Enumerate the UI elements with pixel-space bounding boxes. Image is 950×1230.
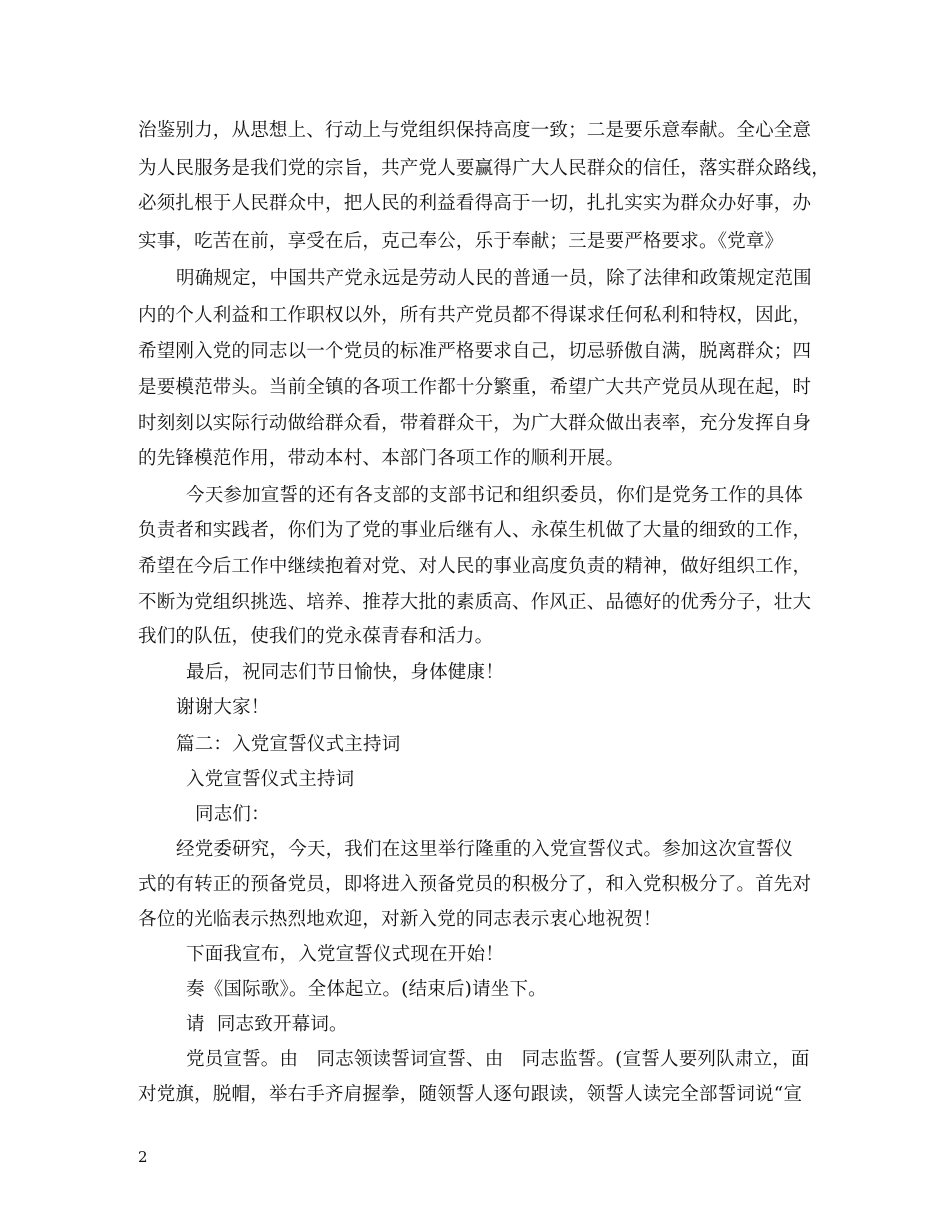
text-line-26: 请 同志致开幕词。 — [186, 1014, 348, 1035]
text-line-27: 党员宣誓。由 同志领读誓词宣誓、由 同志监誓。(宣誓人要列队肃立，面 — [186, 1049, 810, 1070]
text-line-12: 负责者和实践者，你们为了党的事业后继有人、永葆生机做了大量的细致的工作， — [138, 520, 812, 541]
text-line-01: 治鉴别力，从思想上、行动上与党组织保持高度一致；二是要乐意奉献。全心全意 — [138, 120, 812, 141]
text-line-06: 内的个人利益和工作职权以外，所有共产党员都不得谋求任何私利和特权，因此， — [138, 305, 812, 326]
text-line-15: 我们的队伍，使我们的党永葆青春和活力。 — [138, 626, 494, 647]
text-line-28: 对党旗，脱帽，举右手齐肩握拳，随领誓人逐句跟读，领誓人读完全部誓词说“宣 — [138, 1084, 803, 1105]
salutation: 同志们： — [195, 804, 270, 825]
section-heading: 篇二：入党宣誓仪式主持词 — [176, 734, 401, 755]
text-line-03: 必须扎根于人民群众中，把人民的利益看得高于一切，扎扎实实为群众办好事，办 — [138, 193, 812, 214]
text-line-14: 不断为党组织挑选、培养、推荐大批的素质高、作风正、品德好的优秀分子，壮大 — [138, 592, 812, 613]
text-line-02: 为人民服务是我们党的宗旨，共产党人要赢得广大人民群众的信任，落实群众路线， — [138, 158, 830, 179]
text-line-16: 最后，祝同志们节日愉快，身体健康！ — [186, 662, 504, 683]
text-line-11: 今天参加宣誓的还有各支部的支部书记和组织委员，你们是党务工作的具体 — [186, 485, 804, 506]
text-line-24: 下面我宣布，入党宣誓仪式现在开始！ — [186, 944, 504, 965]
text-line-13: 希望在今后工作中继续抱着对党、对人民的事业高度负责的精神，做好组织工作， — [138, 556, 812, 577]
text-line-22: 式的有转正的预备党员，即将进入预备党员的积极分了，和入党积极分了。首先对 — [138, 874, 812, 895]
text-line-05: 明确规定，中国共产党永远是劳动人民的普通一员，除了法律和政策规定范围 — [176, 268, 812, 289]
text-line-25: 奏《国际歌》。全体起立。(结束后)请坐下。 — [186, 979, 547, 1000]
section-subtitle: 入党宣誓仪式主持词 — [186, 769, 355, 790]
text-line-17: 谢谢大家！ — [176, 697, 270, 718]
text-line-09: 时刻刻以实际行动做给群众看，带着群众干，为广大群众做出表率，充分发挥自身 — [138, 413, 812, 434]
text-line-04: 实事，吃苦在前，享受在后，克己奉公，乐于奉献；三是要严格要求。《党章》 — [138, 231, 784, 252]
text-line-08: 是要模范带头。当前全镇的各项工作都十分繁重，希望广大共产党员从现在起，时 — [138, 377, 812, 398]
text-line-23: 各位的光临表示热烈地欢迎，对新入党的同志表示衷心地祝贺！ — [138, 909, 662, 930]
text-line-10: 的先锋模范作用，带动本村、本部门各项工作的顺利开展。 — [138, 448, 625, 469]
text-line-21: 经党委研究，今天，我们在这里举行隆重的入党宣誓仪式。参加这次宣誓仪 — [176, 839, 794, 860]
page-number: 2 — [138, 1148, 148, 1166]
text-line-07: 希望刚入党的同志以一个党员的标准严格要求自己，切忌骄傲自满，脱离群众；四 — [138, 341, 812, 362]
